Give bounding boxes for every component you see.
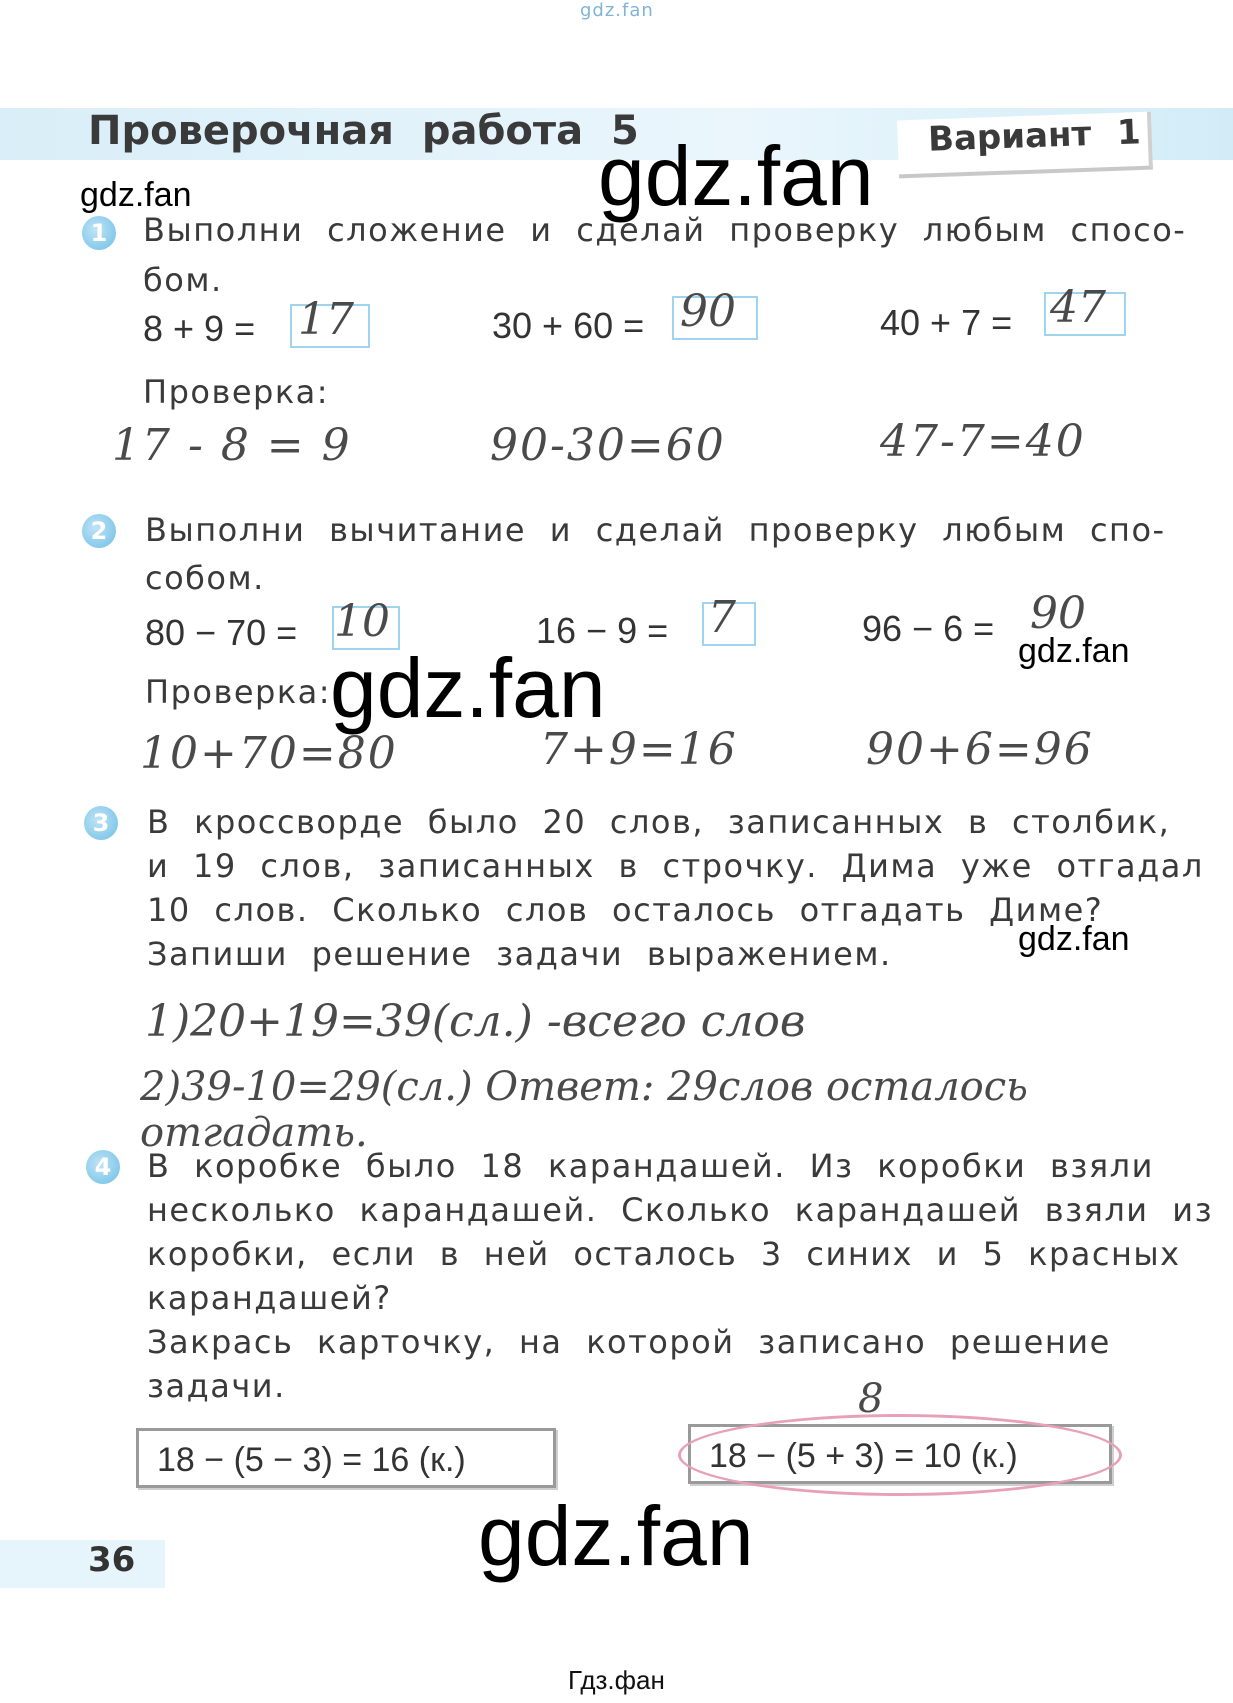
task3-text-line: В кроссворде было 20 слов, записанных в столбик, xyxy=(147,803,1171,841)
watermark-large: gdz.fan xyxy=(330,641,606,735)
task1-example-3 xyxy=(880,302,1012,344)
handwritten-check: 7+9=16 xyxy=(540,724,738,775)
page-number: 36 xyxy=(88,1540,136,1580)
task4-text-line: В коробке было 18 карандашей. Из коробки взяли xyxy=(147,1147,1154,1185)
handwritten-solution: 2)39-10=29(сл.) Ответ: 29слов осталось отгадать. xyxy=(140,1064,1028,1156)
watermark-large: gdz.fan xyxy=(478,1489,754,1583)
handwritten-answer: 7 xyxy=(708,592,736,643)
task3-text-line: и 19 слов, записанных в строчку. Дима уже отгадал xyxy=(147,847,1204,885)
task-number-badge: 2 xyxy=(82,514,116,548)
task4-text-line: Закрась карточку, на которой записано решение xyxy=(147,1323,1111,1361)
handwritten-solution: 1)20+19=39(сл.) -всего слов xyxy=(145,996,806,1047)
task-number-badge: 4 xyxy=(86,1150,120,1184)
task1-text-line1: Выполни сложение и сделай проверку любым спосо- xyxy=(143,211,1187,249)
handwritten-answer: 10 xyxy=(334,596,390,647)
watermark-small: gdz.fan xyxy=(1018,632,1130,670)
footer-watermark: Гдз.фан xyxy=(568,1665,665,1695)
example-expression: 96 − 6 = xyxy=(862,608,995,649)
task2-example-3 xyxy=(862,608,994,650)
answer-card[interactable] xyxy=(136,1428,556,1488)
task4-text-line: коробки, если в ней осталось 3 синих и 5 красных xyxy=(147,1235,1181,1273)
example-expression: 30 + 60 = xyxy=(492,305,645,346)
task1-example-2 xyxy=(492,305,644,347)
task3-text-line: 10 слов. Сколько слов осталось отгадать Диме? xyxy=(147,891,1104,929)
top-watermark: gdz.fan xyxy=(580,0,654,21)
check-label: Проверка: xyxy=(145,673,332,711)
task4-text-line: карандашей? xyxy=(147,1279,392,1317)
example-expression: 16 − 9 = xyxy=(536,610,669,651)
selection-oval xyxy=(678,1414,1122,1496)
card-expression: 18 − (5 + 3) = 10 (к.) xyxy=(709,1437,1018,1475)
task3-text-line: Запиши решение задачи выражением. xyxy=(147,935,892,973)
check-label: Проверка: xyxy=(143,373,330,411)
handwritten-check: 17 - 8 = 9 xyxy=(112,420,352,471)
watermark-large: gdz.fan xyxy=(598,129,874,223)
task2-example-1 xyxy=(145,612,297,654)
page-title: Проверочная работа 5 xyxy=(88,108,639,154)
example-expression: 40 + 7 = xyxy=(880,302,1013,343)
handwritten-answer: 90 xyxy=(680,286,736,337)
task1-text-line2: бом. xyxy=(143,261,223,299)
handwritten-check: 10+70=80 xyxy=(140,728,398,779)
task-number-badge: 3 xyxy=(84,806,118,840)
page-number-band xyxy=(0,1540,165,1588)
handwritten-answer: 47 xyxy=(1050,282,1106,333)
handwritten-check: 90+6=96 xyxy=(866,724,1094,775)
example-expression: 8 + 9 = xyxy=(143,308,256,349)
watermark-small: gdz.fan xyxy=(1018,920,1130,958)
task2-text-line2: собом. xyxy=(145,559,265,597)
task4-text-line: задачи. xyxy=(147,1367,286,1405)
task1-example-1 xyxy=(143,308,255,350)
task2-text-line1: Выполни вычитание и сделай проверку любым спо- xyxy=(145,511,1166,549)
handwritten-check: 47-7=40 xyxy=(880,416,1086,467)
handwritten-check: 90-30=60 xyxy=(490,420,726,471)
variant-label: Вариант 1 xyxy=(927,112,1142,160)
handwritten-answer: 90 xyxy=(1030,588,1086,639)
task-number-badge: 1 xyxy=(82,216,116,250)
task4-text-line: несколько карандашей. Сколько карандашей взяли из xyxy=(147,1191,1214,1229)
watermark-small: gdz.fan xyxy=(80,176,192,214)
card-expression: 18 − (5 − 3) = 16 (к.) xyxy=(157,1441,466,1479)
example-expression: 80 − 70 = xyxy=(145,612,298,653)
handwritten-note: 8 xyxy=(858,1376,884,1422)
handwritten-answer: 17 xyxy=(298,294,354,345)
